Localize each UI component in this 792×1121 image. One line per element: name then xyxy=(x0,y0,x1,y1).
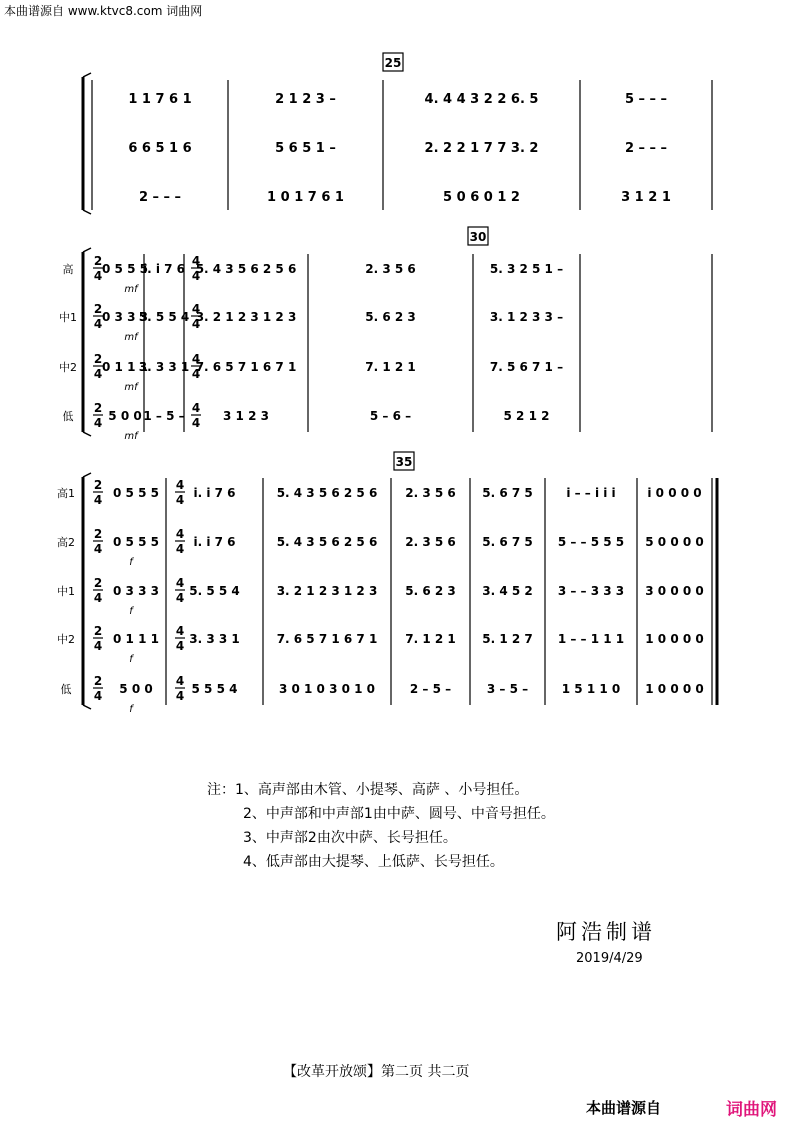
part-label: 高 xyxy=(62,263,74,276)
header-url: www.ktvc8.com xyxy=(67,4,163,18)
rehearsal-mark: 25 xyxy=(384,56,402,70)
header-site: 本曲谱源自 xyxy=(4,4,65,18)
page-footer: 【改革开放颂】第二页 共二页 xyxy=(283,1064,470,1080)
part-label: 中1 xyxy=(59,311,77,324)
notes-text: 1 5 1 1 0 xyxy=(561,682,621,696)
time-sig-den: 4 xyxy=(93,689,103,703)
note-3: 3、中声部2由次中萨、长号担任。 xyxy=(243,830,457,846)
note-2: 2、中声部和中声部1由中萨、圆号、中音号担任。 xyxy=(243,806,555,822)
notes-text: 3 – – 3 3 3 xyxy=(557,584,625,598)
notes-text: 1 – 5 – xyxy=(143,409,185,423)
notes-text: 5 – 6 – xyxy=(369,409,412,423)
notes-text: i 0 0 0 0 xyxy=(647,486,702,500)
notes-text: 0 5 5 5 xyxy=(102,262,148,276)
notes-text: 3. 4 5 2 xyxy=(482,584,533,598)
notes-text: 5. 3 2 5 1 – xyxy=(489,262,564,276)
time-sig-den: 4 xyxy=(93,269,103,283)
part-label: 低 xyxy=(60,683,72,696)
notes-text: i. i 7 6 xyxy=(193,535,236,549)
notes-text: 5 0 0 0 0 xyxy=(645,535,704,549)
note-1: 1、高声部由木管、小提琴、高萨 、小号担任。 xyxy=(235,782,529,798)
notes-text: 5. 6 7 5 xyxy=(482,486,533,500)
part-label: 高2 xyxy=(57,536,75,549)
bracket-hook xyxy=(83,210,91,214)
notes-text: 5. 6 2 3 xyxy=(405,584,456,598)
time-sig-den: 4 xyxy=(191,416,201,430)
bracket-hook xyxy=(83,73,91,77)
note-4: 4、低声部由大提琴、上低萨、长号担任。 xyxy=(243,854,504,870)
notes-text: 5. 5 5 4 xyxy=(189,584,240,598)
notes-text: 3. 2 1 2 3 1 2 3 xyxy=(276,584,378,598)
rehearsal-mark: 35 xyxy=(395,455,413,469)
notes xyxy=(207,778,555,874)
notes-text: 0 3 3 3 xyxy=(113,584,159,598)
time-sig-num: 2 xyxy=(93,401,103,415)
notes-text: 2 – – – xyxy=(138,190,182,205)
time-sig-den: 4 xyxy=(93,367,103,381)
dynamic-mark: f xyxy=(129,557,133,568)
time-sig-den: 4 xyxy=(175,639,185,653)
dynamic-mark: f xyxy=(129,654,133,665)
time-sig-den: 4 xyxy=(93,542,103,556)
bracket-hook xyxy=(83,473,91,477)
notes-text: 1 – – 1 1 1 xyxy=(557,632,625,646)
notes-text: 5 – – – xyxy=(624,92,668,107)
notes-text: 2. 3 5 6 xyxy=(365,262,416,276)
part-label: 中1 xyxy=(57,585,75,598)
notes-text: i. i 7 6 xyxy=(142,262,186,276)
bracket-hook xyxy=(83,248,91,252)
time-sig-num: 2 xyxy=(93,352,103,366)
time-sig-num: 4 xyxy=(175,674,185,688)
notes-text: 5 6 5 1 – xyxy=(275,141,336,156)
time-sig-num: 4 xyxy=(175,624,185,638)
notes-text: 5 0 0 xyxy=(108,409,142,423)
notes-text: 2 1 2 3 – xyxy=(275,92,336,107)
notes-text: 5 – – 5 5 5 xyxy=(557,535,625,549)
notes-text: 0 1 1 1 xyxy=(113,632,159,646)
notes-text: 1 0 0 0 0 xyxy=(645,682,704,696)
time-sig-den: 4 xyxy=(191,367,201,381)
time-sig-num: 4 xyxy=(191,254,201,268)
part-label: 低 xyxy=(62,410,74,423)
bracket-hook xyxy=(83,432,91,436)
notes-text: 2 – 5 – xyxy=(409,682,452,696)
notes-text: 3 0 0 0 0 xyxy=(645,584,704,598)
notes-text: 7. 6 5 7 1 6 7 1 xyxy=(276,632,378,646)
time-sig-num: 2 xyxy=(93,624,103,638)
time-sig-den: 4 xyxy=(191,269,201,283)
time-sig-den: 4 xyxy=(93,317,103,331)
notes-text: i – – i i i xyxy=(566,486,616,500)
bracket-hook xyxy=(83,705,91,709)
notes-text: 3. 1 2 3 3 – xyxy=(489,310,564,324)
time-sig-num: 2 xyxy=(93,576,103,590)
time-sig-num: 4 xyxy=(191,302,201,316)
notes-text: 7. 1 2 1 xyxy=(405,632,456,646)
time-sig-den: 4 xyxy=(93,639,103,653)
part-label: 高1 xyxy=(57,487,75,500)
notes-text: 5. 5 5 4 xyxy=(138,310,190,324)
notes-text: 1 0 0 0 0 xyxy=(645,632,704,646)
notes-text: 2. 3 5 6 xyxy=(405,486,456,500)
time-sig-num: 2 xyxy=(93,302,103,316)
time-sig-den: 4 xyxy=(93,591,103,605)
notes-text: 3 1 2 1 xyxy=(621,190,671,205)
notes-text: 5. 4 3 5 6 2 5 6 xyxy=(276,535,378,549)
notes-text: 7. 6 5 7 1 6 7 1 xyxy=(195,360,297,374)
notes-text: 5. 6 2 3 xyxy=(365,310,416,324)
part-label: 中2 xyxy=(57,633,75,646)
time-sig-den: 4 xyxy=(93,493,103,507)
notes-text: 5. 1 2 7 xyxy=(482,632,533,646)
dynamic-mark: mf xyxy=(124,284,138,295)
time-sig-num: 2 xyxy=(93,527,103,541)
notes-text: 2. 2 2 1 7 7 3. 2 xyxy=(424,141,539,156)
notes-text: 7. 5 6 7 1 – xyxy=(489,360,564,374)
time-sig-den: 4 xyxy=(175,591,185,605)
notes-text: 5 2 1 2 xyxy=(503,409,550,423)
dynamic-mark: mf xyxy=(124,431,138,442)
dynamic-mark: mf xyxy=(124,382,138,393)
notes-text: 0 1 1 1 xyxy=(102,360,148,374)
notes-text: 5. 4 3 5 6 2 5 6 xyxy=(276,486,378,500)
time-sig-den: 4 xyxy=(191,317,201,331)
time-sig-num: 4 xyxy=(175,576,185,590)
notes-text: 5 0 0 xyxy=(119,682,153,696)
notes-text: 3 0 1 0 3 0 1 0 xyxy=(278,682,376,696)
time-sig-den: 4 xyxy=(175,493,185,507)
notes-text: 5 5 5 4 xyxy=(191,682,238,696)
notes-text: i. i 7 6 xyxy=(193,486,236,500)
author: 阿浩制谱 xyxy=(556,920,656,944)
brand-left: 本曲谱源自 xyxy=(586,1099,662,1117)
time-sig-num: 4 xyxy=(191,401,201,415)
time-sig-num: 4 xyxy=(175,527,185,541)
dynamic-mark: f xyxy=(129,704,133,715)
notes-lead: 注： xyxy=(207,782,235,798)
dynamic-mark: mf xyxy=(124,332,138,343)
notes-text: 5 0 6 0 1 2 xyxy=(443,190,520,205)
notes-text: 0 5 5 5 xyxy=(113,535,159,549)
notes-text: 3 1 2 3 xyxy=(223,409,269,423)
notes-text: 2 – – – xyxy=(624,141,668,156)
header-site2: 词曲网 xyxy=(166,4,203,18)
notes-text: 3. 3 3 1 xyxy=(138,360,190,374)
time-sig-num: 2 xyxy=(93,478,103,492)
time-sig-num: 4 xyxy=(191,352,201,366)
notes-text: 6 6 5 1 6 xyxy=(128,141,192,156)
time-sig-den: 4 xyxy=(93,416,103,430)
notes-text: 3. 2 1 2 3 1 2 3 xyxy=(195,310,297,324)
notes-text: 1 1 7 6 1 xyxy=(128,92,192,107)
date: 2019/4/29 xyxy=(576,951,643,966)
part-label: 中2 xyxy=(59,361,77,374)
notes-text: 0 5 5 5 xyxy=(113,486,159,500)
notes-text: 2. 3 5 6 xyxy=(405,535,456,549)
time-sig-den: 4 xyxy=(175,689,185,703)
time-sig-num: 2 xyxy=(93,674,103,688)
time-sig-den: 4 xyxy=(175,542,185,556)
notes-text: 5. 6 7 5 xyxy=(482,535,533,549)
notes-text: 3. 3 3 1 xyxy=(189,632,240,646)
notes-text: 5. 4 3 5 6 2 5 6 xyxy=(195,262,297,276)
time-sig-num: 4 xyxy=(175,478,185,492)
notes-text: 7. 1 2 1 xyxy=(365,360,416,374)
dynamic-mark: f xyxy=(129,606,133,617)
notes-text: 0 3 3 3 xyxy=(102,310,148,324)
notes-text: 3 – 5 – xyxy=(486,682,529,696)
notes-text: 4. 4 4 3 2 2 6. 5 xyxy=(424,92,539,107)
brand-right: 词曲网 xyxy=(726,1100,777,1120)
time-sig-num: 2 xyxy=(93,254,103,268)
rehearsal-mark: 30 xyxy=(469,230,487,244)
notes-text: 1 0 1 7 6 1 xyxy=(267,190,344,205)
